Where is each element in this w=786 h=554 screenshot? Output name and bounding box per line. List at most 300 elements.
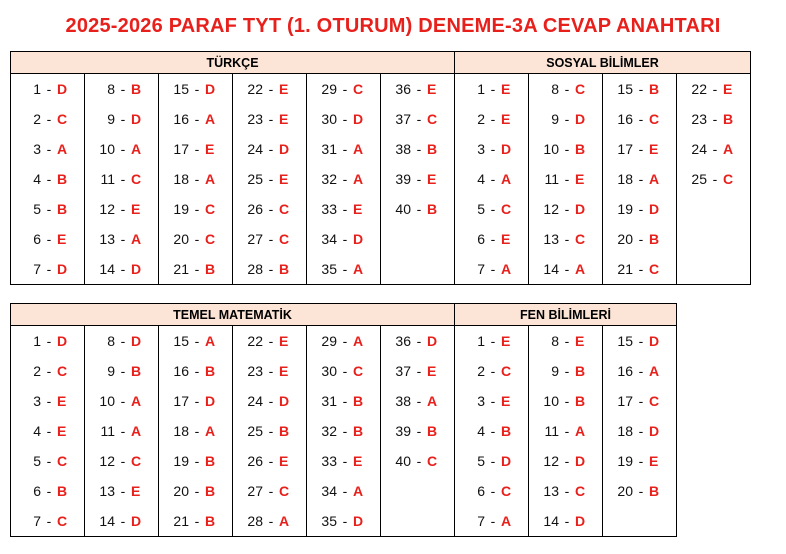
answer-cell [307, 386, 381, 416]
answer-cell [603, 224, 677, 254]
answer-cell [233, 356, 307, 386]
answer-item [529, 326, 602, 356]
dash-separator: - [46, 141, 52, 157]
dash-separator: - [194, 201, 200, 217]
answer-item [455, 224, 528, 254]
question-number: 13 [99, 231, 115, 247]
answer-letter: C [353, 81, 364, 97]
question-number: 19 [617, 453, 633, 469]
answer-item [233, 134, 306, 164]
question-number: 11 [100, 171, 115, 187]
question-number: 15 [617, 333, 633, 349]
dash-separator: - [490, 141, 496, 157]
answer-letter: E [57, 393, 67, 409]
dash-separator: - [46, 81, 52, 97]
answer-item [455, 134, 528, 164]
question-number: 9 [107, 111, 115, 127]
dash-separator: - [268, 171, 274, 187]
answer-letter: A [353, 333, 364, 349]
answer-letter: E [501, 111, 511, 127]
answer-cell [233, 326, 307, 357]
question-number: 21 [173, 261, 189, 277]
answer-letter: D [57, 261, 68, 277]
answer-item [307, 254, 380, 284]
answer-item [159, 164, 232, 194]
answer-cell [11, 254, 85, 285]
answer-letter: A [205, 333, 216, 349]
answer-letter: E [57, 231, 67, 247]
dash-separator: - [342, 453, 348, 469]
answer-letter: B [353, 393, 364, 409]
answer-item [603, 104, 676, 134]
answer-cell [307, 194, 381, 224]
answer-letter: C [723, 171, 734, 187]
answer-cell [85, 506, 159, 537]
answer-item [455, 356, 528, 386]
answer-item [11, 356, 84, 386]
dash-separator: - [490, 483, 496, 499]
answer-letter: D [649, 423, 660, 439]
dash-separator: - [46, 513, 52, 529]
dash-separator: - [194, 261, 200, 277]
question-number: 1 [477, 333, 485, 349]
answer-item [455, 476, 528, 506]
answer-letter: C [649, 111, 660, 127]
answer-cell [159, 164, 233, 194]
answer-cell [307, 104, 381, 134]
answer-letter: C [57, 513, 68, 529]
dash-separator: - [712, 111, 718, 127]
answer-cell [159, 476, 233, 506]
dash-separator: - [46, 393, 52, 409]
answer-item [11, 254, 84, 284]
dash-separator: - [564, 231, 570, 247]
answer-cell [381, 134, 455, 164]
dash-separator: - [46, 483, 52, 499]
answer-cell [677, 254, 751, 285]
answer-letter: D [57, 333, 68, 349]
answer-letter: D [575, 453, 586, 469]
question-number: 10 [99, 393, 115, 409]
answer-cell [85, 386, 159, 416]
answer-item [455, 386, 528, 416]
answer-cell [159, 326, 233, 357]
question-number: 17 [617, 393, 633, 409]
answer-cell [233, 194, 307, 224]
answer-letter: C [57, 363, 68, 379]
answer-item [11, 476, 84, 506]
question-number: 11 [544, 171, 559, 187]
answer-letter: E [131, 201, 141, 217]
answer-item [159, 74, 232, 104]
question-number: 12 [99, 201, 115, 217]
dash-separator: - [342, 201, 348, 217]
question-number: 6 [33, 231, 41, 247]
question-number: 37 [395, 363, 411, 379]
answer-item [11, 446, 84, 476]
question-number: 27 [247, 483, 263, 499]
dash-separator: - [638, 201, 644, 217]
answer-cell [455, 134, 529, 164]
question-number: 20 [617, 483, 633, 499]
answer-letter: A [131, 141, 142, 157]
answer-letter: A [57, 141, 68, 157]
answer-cell [159, 446, 233, 476]
dash-separator: - [194, 423, 200, 439]
answer-cell [603, 254, 677, 285]
answer-cell [529, 134, 603, 164]
answer-cell [159, 356, 233, 386]
answer-item [455, 446, 528, 476]
answer-cell [159, 224, 233, 254]
answer-item [85, 506, 158, 536]
answer-item [85, 104, 158, 134]
dash-separator: - [342, 231, 348, 247]
question-number: 22 [247, 81, 263, 97]
answer-letter: B [205, 483, 216, 499]
answer-letter: C [427, 453, 438, 469]
answer-cell [455, 506, 529, 537]
answer-letter: A [353, 171, 364, 187]
question-number: 26 [247, 453, 263, 469]
answer-cell [233, 134, 307, 164]
answer-cell [85, 326, 159, 357]
answer-item [677, 134, 750, 164]
answer-letter: B [723, 111, 734, 127]
section-header-fen-bilimleri: FEN BİLİMLERİ [455, 304, 677, 326]
answer-cell [455, 416, 529, 446]
dash-separator: - [120, 513, 126, 529]
answer-cell [159, 134, 233, 164]
answer-letter: B [501, 423, 512, 439]
dash-separator: - [638, 363, 644, 379]
question-number: 28 [247, 513, 263, 529]
answer-cell [455, 194, 529, 224]
answer-cell [455, 254, 529, 285]
answer-cell [603, 446, 677, 476]
answer-letter: A [723, 141, 734, 157]
answer-cell [529, 446, 603, 476]
question-number: 32 [321, 171, 337, 187]
answer-cell [11, 164, 85, 194]
answer-item [11, 326, 84, 356]
question-number: 7 [477, 513, 485, 529]
answer-cell [85, 134, 159, 164]
answer-cell [381, 416, 455, 446]
question-number: 15 [617, 81, 633, 97]
answer-cell [529, 386, 603, 416]
answer-letter: A [353, 261, 364, 277]
section-header-temel-matematik: TEMEL MATEMATİK [11, 304, 455, 326]
page-title: 2025-2026 PARAF TYT (1. OTURUM) DENEME-3A CEVAP ANAHTARI [65, 15, 721, 37]
answer-cell [603, 104, 677, 134]
question-number: 1 [33, 333, 41, 349]
answer-letter: E [131, 483, 141, 499]
answer-cell [455, 104, 529, 134]
answer-letter: B [649, 483, 660, 499]
dash-separator: - [120, 261, 126, 277]
dash-separator: - [342, 393, 348, 409]
dash-separator: - [564, 171, 570, 187]
question-number: 17 [617, 141, 633, 157]
dash-separator: - [46, 111, 52, 127]
answer-item [307, 476, 380, 506]
answer-item [159, 386, 232, 416]
dash-separator: - [490, 111, 496, 127]
question-number: 10 [99, 141, 115, 157]
answer-item [455, 74, 528, 104]
dash-separator: - [490, 261, 496, 277]
answer-cell [233, 446, 307, 476]
question-number: 14 [99, 261, 115, 277]
answer-item [85, 476, 158, 506]
dash-separator: - [564, 111, 570, 127]
answer-item [677, 74, 750, 104]
question-number: 6 [477, 483, 485, 499]
answer-item [529, 446, 602, 476]
dash-separator: - [416, 111, 422, 127]
answer-letter: E [427, 81, 437, 97]
question-number: 24 [247, 141, 263, 157]
dash-separator: - [194, 141, 200, 157]
answer-letter: D [353, 231, 364, 247]
question-number: 24 [247, 393, 263, 409]
dash-separator: - [416, 171, 422, 187]
question-number: 14 [543, 513, 559, 529]
question-number: 38 [395, 141, 411, 157]
answer-cell [529, 74, 603, 105]
answer-letter: B [575, 363, 586, 379]
answer-cell [603, 476, 677, 506]
dash-separator: - [564, 393, 570, 409]
answer-letter: B [131, 363, 142, 379]
answer-letter: C [279, 231, 290, 247]
answer-letter: D [131, 513, 142, 529]
answer-cell [529, 506, 603, 537]
answer-letter: A [649, 363, 660, 379]
answer-cell [233, 224, 307, 254]
dash-separator: - [46, 261, 52, 277]
answer-cell [307, 416, 381, 446]
answer-cell [381, 356, 455, 386]
answer-cell [677, 104, 751, 134]
answer-cell [159, 506, 233, 537]
dash-separator: - [120, 201, 126, 217]
answer-item [381, 356, 454, 386]
answer-item [381, 164, 454, 194]
question-number: 11 [544, 423, 559, 439]
answer-cell [159, 194, 233, 224]
dash-separator: - [416, 363, 422, 379]
answer-item [85, 386, 158, 416]
question-number: 16 [617, 111, 633, 127]
answer-letter: D [131, 111, 142, 127]
dash-separator: - [268, 483, 274, 499]
question-number: 7 [477, 261, 485, 277]
question-number: 5 [33, 201, 41, 217]
dash-separator: - [712, 81, 718, 97]
dash-separator: - [712, 141, 718, 157]
dash-separator: - [120, 111, 126, 127]
question-number: 2 [477, 363, 485, 379]
dash-separator: - [120, 393, 126, 409]
question-number: 8 [107, 333, 115, 349]
dash-separator: - [564, 141, 570, 157]
question-number: 15 [173, 333, 189, 349]
question-number: 20 [173, 483, 189, 499]
answer-cell [11, 104, 85, 134]
answer-letter: A [205, 423, 216, 439]
dash-separator: - [490, 453, 496, 469]
question-number: 31 [321, 141, 337, 157]
answer-letter: B [649, 231, 660, 247]
dash-separator: - [342, 171, 348, 187]
dash-separator: - [120, 363, 126, 379]
answer-letter: D [57, 81, 68, 97]
dash-separator: - [638, 231, 644, 247]
answer-letter: C [575, 231, 586, 247]
question-number: 26 [247, 201, 263, 217]
answer-letter: C [501, 201, 512, 217]
question-number: 23 [247, 111, 263, 127]
answer-item [381, 386, 454, 416]
answer-letter: D [279, 393, 290, 409]
answer-cell [11, 224, 85, 254]
answer-letter: B [427, 141, 438, 157]
answer-item [159, 506, 232, 536]
question-number: 7 [33, 261, 41, 277]
answer-cell [381, 254, 455, 285]
answer-item [11, 74, 84, 104]
answer-cell [233, 74, 307, 105]
answer-letter: A [575, 423, 586, 439]
answer-item [529, 134, 602, 164]
answer-cell [159, 386, 233, 416]
dash-separator: - [268, 393, 274, 409]
answer-cell [159, 254, 233, 285]
dash-separator: - [194, 231, 200, 247]
answer-item [529, 164, 602, 194]
dash-separator: - [268, 141, 274, 157]
answer-item [603, 446, 676, 476]
answer-cell [381, 476, 455, 506]
answer-item [85, 446, 158, 476]
dash-separator: - [194, 333, 200, 349]
question-number: 3 [33, 141, 41, 157]
dash-separator: - [564, 363, 570, 379]
answer-item [159, 356, 232, 386]
answer-cell [307, 134, 381, 164]
answer-item [159, 104, 232, 134]
answer-cell [85, 416, 159, 446]
question-number: 10 [543, 141, 559, 157]
answer-item [307, 356, 380, 386]
answer-item [233, 74, 306, 104]
dash-separator: - [268, 333, 274, 349]
answer-cell [11, 476, 85, 506]
question-number: 21 [617, 261, 633, 277]
question-number: 24 [691, 141, 707, 157]
answer-item [603, 134, 676, 164]
answer-item [307, 416, 380, 446]
question-number: 15 [173, 81, 189, 97]
answer-letter: E [501, 393, 511, 409]
answer-letter: D [131, 261, 142, 277]
answer-letter: E [501, 333, 511, 349]
answer-letter: B [205, 363, 216, 379]
answer-key-table-top [10, 51, 751, 285]
answer-cell [603, 386, 677, 416]
answer-cell [233, 104, 307, 134]
dash-separator: - [268, 81, 274, 97]
answer-item [677, 104, 750, 134]
answer-cell [603, 326, 677, 357]
answer-item [603, 224, 676, 254]
answer-letter: A [575, 261, 586, 277]
answer-item [381, 446, 454, 476]
question-number: 2 [477, 111, 485, 127]
answer-item [603, 254, 676, 284]
question-number: 40 [395, 453, 411, 469]
answer-item [307, 224, 380, 254]
answer-letter: B [57, 171, 68, 187]
answer-item [455, 254, 528, 284]
answer-cell [233, 506, 307, 537]
dash-separator: - [490, 333, 496, 349]
dash-separator: - [46, 423, 52, 439]
answer-cell [603, 506, 677, 537]
dash-separator: - [416, 453, 422, 469]
answer-cell [159, 104, 233, 134]
answer-letter: C [131, 171, 142, 187]
question-number: 2 [33, 111, 41, 127]
answer-cell [11, 506, 85, 537]
answer-cell [233, 164, 307, 194]
answer-letter: E [279, 453, 289, 469]
question-number: 30 [321, 363, 337, 379]
answer-cell [381, 104, 455, 134]
answer-letter: B [205, 453, 216, 469]
dash-separator: - [120, 171, 126, 187]
answer-letter: A [205, 111, 216, 127]
dash-separator: - [342, 423, 348, 439]
answer-cell [307, 74, 381, 105]
dash-separator: - [268, 423, 274, 439]
answer-letter: B [427, 423, 438, 439]
answer-letter: D [501, 453, 512, 469]
answer-item [85, 164, 158, 194]
answer-item [11, 416, 84, 446]
answer-item [159, 446, 232, 476]
answer-cell [677, 224, 751, 254]
answer-letter: D [279, 141, 290, 157]
answer-cell [455, 386, 529, 416]
question-number: 4 [477, 171, 485, 187]
question-number: 13 [543, 483, 559, 499]
question-number: 31 [321, 393, 337, 409]
answer-cell [11, 386, 85, 416]
answer-item [455, 416, 528, 446]
answer-cell [85, 224, 159, 254]
dash-separator: - [120, 423, 126, 439]
answer-item [85, 194, 158, 224]
answer-item [11, 224, 84, 254]
question-number: 29 [321, 81, 337, 97]
dash-separator: - [490, 81, 496, 97]
answer-letter: E [575, 333, 585, 349]
dash-separator: - [638, 483, 644, 499]
answer-letter: C [131, 453, 142, 469]
